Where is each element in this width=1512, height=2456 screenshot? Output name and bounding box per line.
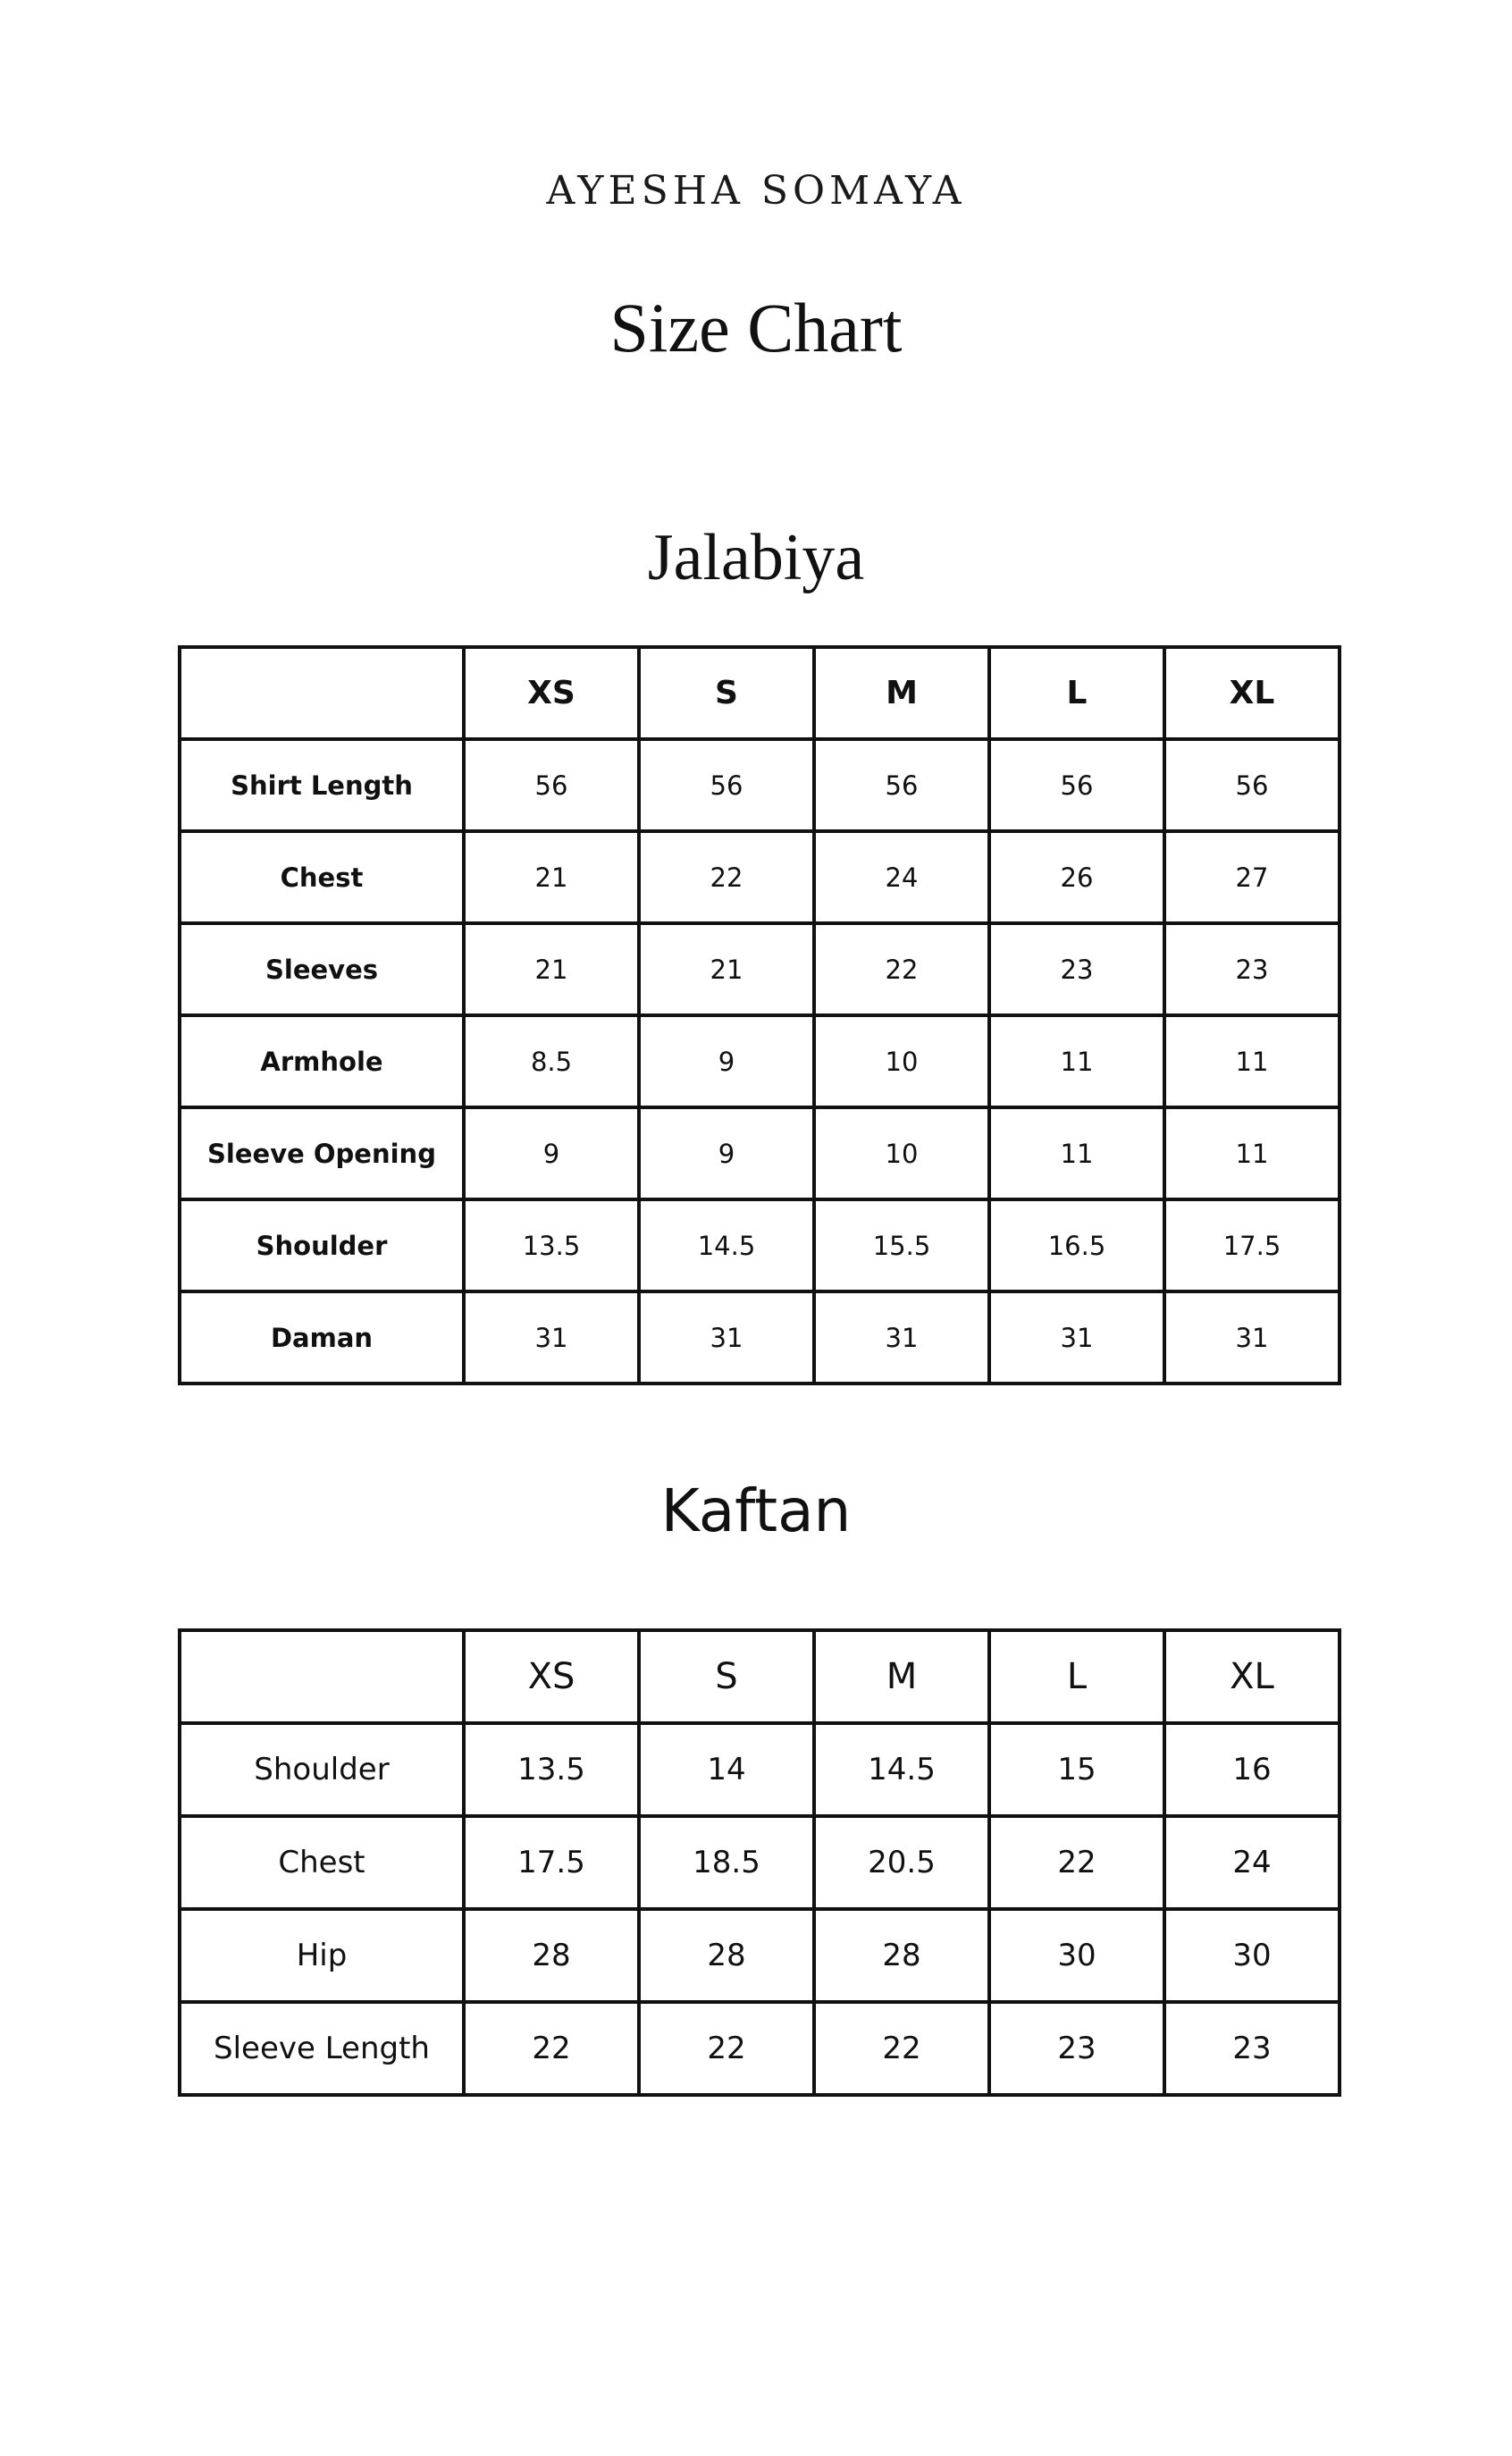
jalabiya-measurement-cell: 21 <box>639 923 814 1015</box>
table-row <box>180 1816 1340 1909</box>
jalabiya-row-label: Sleeves <box>180 923 464 1015</box>
jalabiya-measurement-cell: 23 <box>1164 923 1340 1015</box>
kaftan-measurement-cell: 23 <box>1164 2002 1340 2095</box>
kaftan-table-header <box>180 1630 1340 1723</box>
jalabiya-measurement-cell: 9 <box>464 1107 639 1199</box>
jalabiya-measurement-cell: 22 <box>814 923 989 1015</box>
jalabiya-size-header-xl: XL <box>1164 647 1340 739</box>
table-row <box>180 923 1340 1015</box>
kaftan-measurement-cell: 20.5 <box>814 1816 989 1909</box>
kaftan-measurement-cell: 28 <box>639 1909 814 2002</box>
jalabiya-row-label: Sleeve Opening <box>180 1107 464 1199</box>
jalabiya-measurement-cell: 11 <box>1164 1015 1340 1107</box>
jalabiya-measurement-cell: 21 <box>464 923 639 1015</box>
jalabiya-measurement-cell: 27 <box>1164 831 1340 923</box>
jalabiya-measurement-cell: 9 <box>639 1015 814 1107</box>
kaftan-row-label: Sleeve Length <box>180 2002 464 2095</box>
jalabiya-table-body <box>180 739 1340 1384</box>
jalabiya-measurement-cell: 15.5 <box>814 1199 989 1291</box>
jalabiya-measurement-cell: 31 <box>639 1291 814 1384</box>
table-row <box>180 831 1340 923</box>
jalabiya-measurement-cell: 26 <box>989 831 1164 923</box>
table-row <box>180 1723 1340 1816</box>
kaftan-size-header-l: L <box>989 1630 1164 1723</box>
kaftan-size-header-xs: XS <box>464 1630 639 1723</box>
kaftan-measurement-cell: 30 <box>989 1909 1164 2002</box>
kaftan-measurement-cell: 28 <box>814 1909 989 2002</box>
jalabiya-size-header-xs: XS <box>464 647 639 739</box>
jalabiya-measurement-cell: 14.5 <box>639 1199 814 1291</box>
jalabiya-row-label: Armhole <box>180 1015 464 1107</box>
jalabiya-corner-cell <box>180 647 464 739</box>
jalabiya-row-label: Daman <box>180 1291 464 1384</box>
jalabiya-measurement-cell: 22 <box>639 831 814 923</box>
table-row <box>180 1107 1340 1199</box>
jalabiya-measurement-cell: 11 <box>989 1015 1164 1107</box>
table-row <box>180 2002 1340 2095</box>
table-row <box>180 1015 1340 1107</box>
kaftan-measurement-cell: 30 <box>1164 1909 1340 2002</box>
table-row <box>180 739 1340 831</box>
jalabiya-measurement-cell: 13.5 <box>464 1199 639 1291</box>
jalabiya-measurement-cell: 31 <box>989 1291 1164 1384</box>
jalabiya-measurement-cell: 31 <box>814 1291 989 1384</box>
kaftan-row-label: Hip <box>180 1909 464 2002</box>
jalabiya-table-header <box>180 647 1340 739</box>
jalabiya-measurement-cell: 10 <box>814 1107 989 1199</box>
kaftan-measurement-cell: 23 <box>989 2002 1164 2095</box>
jalabiya-measurement-cell: 56 <box>989 739 1164 831</box>
kaftan-measurement-cell: 14 <box>639 1723 814 1816</box>
jalabiya-measurement-cell: 21 <box>464 831 639 923</box>
jalabiya-measurement-cell: 24 <box>814 831 989 923</box>
kaftan-measurement-cell: 22 <box>639 2002 814 2095</box>
kaftan-row-label: Chest <box>180 1816 464 1909</box>
table-row <box>180 1199 1340 1291</box>
jalabiya-title: Jalabiya <box>647 521 865 594</box>
jalabiya-measurement-cell: 16.5 <box>989 1199 1164 1291</box>
kaftan-measurement-cell: 15 <box>989 1723 1164 1816</box>
jalabiya-measurement-cell: 11 <box>989 1107 1164 1199</box>
jalabiya-header-row <box>180 647 1340 739</box>
kaftan-table-body <box>180 1723 1340 2095</box>
page-title: Size Chart <box>609 289 903 366</box>
kaftan-measurement-cell: 13.5 <box>464 1723 639 1816</box>
jalabiya-measurement-cell: 56 <box>464 739 639 831</box>
kaftan-measurement-cell: 22 <box>814 2002 989 2095</box>
kaftan-measurement-cell: 17.5 <box>464 1816 639 1909</box>
jalabiya-measurement-cell: 23 <box>989 923 1164 1015</box>
kaftan-measurement-cell: 14.5 <box>814 1723 989 1816</box>
table-row <box>180 1909 1340 2002</box>
jalabiya-size-table <box>178 645 1341 1385</box>
jalabiya-measurement-cell: 8.5 <box>464 1015 639 1107</box>
jalabiya-size-header-m: M <box>814 647 989 739</box>
jalabiya-measurement-cell: 9 <box>639 1107 814 1199</box>
jalabiya-measurement-cell: 17.5 <box>1164 1199 1340 1291</box>
jalabiya-row-label: Chest <box>180 831 464 923</box>
kaftan-measurement-cell: 22 <box>464 2002 639 2095</box>
jalabiya-measurement-cell: 56 <box>639 739 814 831</box>
kaftan-measurement-cell: 24 <box>1164 1816 1340 1909</box>
jalabiya-measurement-cell: 31 <box>1164 1291 1340 1384</box>
kaftan-header-row <box>180 1630 1340 1723</box>
kaftan-corner-cell <box>180 1630 464 1723</box>
jalabiya-row-label: Shirt Length <box>180 739 464 831</box>
table-row <box>180 1291 1340 1384</box>
jalabiya-measurement-cell: 56 <box>1164 739 1340 831</box>
jalabiya-measurement-cell: 11 <box>1164 1107 1340 1199</box>
kaftan-size-header-xl: XL <box>1164 1630 1340 1723</box>
brand-name: AYESHA SOMAYA <box>546 168 966 214</box>
jalabiya-row-label: Shoulder <box>180 1199 464 1291</box>
jalabiya-size-header-s: S <box>639 647 814 739</box>
kaftan-measurement-cell: 22 <box>989 1816 1164 1909</box>
kaftan-title: Kaftan <box>660 1476 852 1545</box>
kaftan-measurement-cell: 18.5 <box>639 1816 814 1909</box>
jalabiya-measurement-cell: 10 <box>814 1015 989 1107</box>
kaftan-size-table <box>178 1628 1341 2097</box>
jalabiya-size-header-l: L <box>989 647 1164 739</box>
kaftan-measurement-cell: 16 <box>1164 1723 1340 1816</box>
kaftan-row-label: Shoulder <box>180 1723 464 1816</box>
kaftan-measurement-cell: 28 <box>464 1909 639 2002</box>
kaftan-size-header-m: M <box>814 1630 989 1723</box>
jalabiya-measurement-cell: 31 <box>464 1291 639 1384</box>
kaftan-size-header-s: S <box>639 1630 814 1723</box>
jalabiya-measurement-cell: 56 <box>814 739 989 831</box>
